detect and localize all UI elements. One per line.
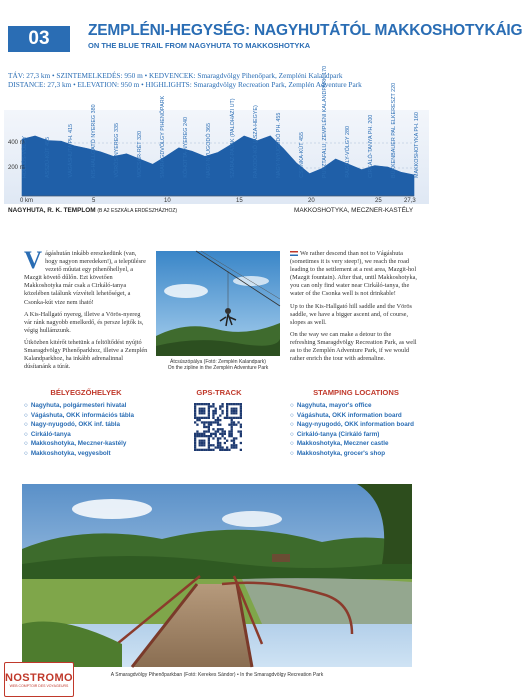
stats-hu: TÁV: 27,3 km • SZINTEMELKEDÉS: 950 m • KEDVENCEK: Smaragdvölgy Pihenőpark, Zempléni Kalandpark xyxy=(8,71,343,80)
x-label: 0 km xyxy=(20,198,34,204)
profile-place-label: PUSZTAFALU, ZEMPLÉNI KALANDPARK 170 xyxy=(321,65,328,178)
list-item: ○ Nagyhuta, polgármesteri hivatal xyxy=(24,401,154,411)
stamps-en-heading: STAMPING LOCATIONS xyxy=(313,388,399,397)
list-item: ○ Makkoshotyka, Meczner-kastély xyxy=(24,439,154,449)
zipline-photo xyxy=(156,251,280,356)
page-subtitle: ON THE BLUE TRAIL FROM NAGYHUTA TO MAKKOSHOTYKA xyxy=(88,41,311,50)
profile-place-label: VÁGÁSHUTA PH. 415 xyxy=(68,124,75,178)
qr-code-icon xyxy=(194,403,242,451)
x-label: 5 xyxy=(92,198,96,204)
profile-place-label: SMARAGDVÖLGY PIHENŐPARK xyxy=(160,95,167,178)
profile-place-label: RAGÁLY-VÖLGY 280 xyxy=(344,126,351,178)
y-label-400: 400 m xyxy=(8,140,25,146)
x-label: 25 xyxy=(375,198,382,204)
profile-place-label: RAKODÓ-KŐ (ÁSZA-HEGYE) xyxy=(252,105,259,178)
x-label: 10 xyxy=(164,198,171,204)
list-item: ○ Vágáshuta, OKK information board xyxy=(290,411,426,421)
profile-place-label: KŐHOTTA-NYEREG 240 xyxy=(183,117,190,178)
nostromo-logo: NOSTROMO WEB COMPTOIR DES VOYAGEURS xyxy=(4,662,74,697)
stamps-hu-list xyxy=(24,401,154,458)
elevation-area xyxy=(22,136,414,196)
end-point: MAKKOSHOTYKA, MECZNER-KASTÉLY xyxy=(294,207,414,214)
profile-place-label: BÜKKENBAUER PAL ELKERESZT 220 xyxy=(390,82,397,178)
uk-flag-icon xyxy=(290,251,298,256)
stats-en: DISTANCE: 27,3 km • ELEVATION: 950 m • HIGHLIGHTS: Smaragdvölgy Recreation Park, Zemplén Adventure Park xyxy=(8,80,362,89)
page-title: ZEMPLÉNI-HEGYSÉG: NAGYHUTÁTÓL MAKKOSHOTYKÁIG xyxy=(88,22,522,39)
list-item: ○ Makkoshotyka, Meczner castle xyxy=(290,439,426,449)
recreation-park-photo xyxy=(22,484,412,667)
profile-place-label: NAGY-NYUGODÓ 365 xyxy=(206,123,213,178)
zipline-caption: Átcsúszópálya (Fotó: Zemplén Kalandpark) On the zipline in the Zemplén Adventure Park xyxy=(167,359,269,372)
list-item: ○ Nagy-nyugodó, OKK information board xyxy=(290,420,426,430)
profile-place-label: VÖRÖS-NYEREG 335 xyxy=(114,123,121,178)
list-item: ○ Cirkáló-tanya (Cirkáló farm) xyxy=(290,430,426,440)
y-label-200: 200 m xyxy=(8,165,25,171)
list-item: ○ Makkoshotyka, vegyesbolt xyxy=(24,449,154,459)
profile-place-label: MAKKOSHOTYKA PH. 160 xyxy=(414,112,420,178)
list-item: ○ Nagy-nyugodó, OKK inf. tábla xyxy=(24,420,154,430)
x-label: 20 xyxy=(308,198,315,204)
profile-place-label: CIRKÁLÓ-TANYA PH. 200 xyxy=(367,114,374,178)
list-item: ○ Makkoshotyka, grocer's shop xyxy=(290,449,426,459)
list-item: ○ Nagyhuta, mayor's office xyxy=(290,401,426,411)
route-number-badge: 03 xyxy=(8,26,70,52)
list-item: ○ Vágáshuta, OKK információs tábla xyxy=(24,411,154,421)
intro-hu: Vágáshután inkább ereszkedünk (van, hogy nagyon meredeken!), a településre vezető műutat egy pihenőhellyel, a Mazgit követő dűlőn. Ezt követően Makkoshotyka már csak a Cirkáló-tanya közelében találunk vízvételi lehetőséget, a Csonka-kút vize nem iható! A Kis-Hallgató nyereg, illetve a Vörös-nyereg vár ránk nagyobb emelkedő, és persze lejtők is, végig hullámzunk. Útközben kitérőt tehetünk a feltöltődést nyújtó Smaragdvölgy Pihenőparkhoz, illetve a Zemplén Kalandparkhoz, ha inkább adrenalinnal dúsítanánk a túrát. xyxy=(24,247,148,371)
profile-place-label: ASSZÚ-KÚT 455 xyxy=(45,137,52,178)
bottom-photo-caption: A Smaragdvölgy Pihenőparkban (Fotó: Kerekes Sándor) • In the Smaragdvölgy Recreation Park xyxy=(110,672,324,678)
profile-place-label: MOCSÁR-RÉT 320 xyxy=(137,131,144,178)
x-label: 27,3 xyxy=(404,198,416,204)
profile-place-label: SZÁRAZ-PATAK (PALOHÁZI UT) xyxy=(229,98,236,178)
stamps-hu-heading: BÉLYEGZŐHELYEK xyxy=(50,388,122,397)
list-item: ○ Cirkáló-tanya xyxy=(24,430,154,440)
profile-place-label: HOLLÓS-VÖLGY xyxy=(22,135,28,178)
gps-heading: GPS-TRACK xyxy=(196,388,242,397)
gps-qr-code[interactable] xyxy=(194,403,242,451)
x-label: 15 xyxy=(236,198,243,204)
stamps-en-list xyxy=(290,401,426,458)
profile-place-label: KIS-HALLGATÓ NYEREG 380 xyxy=(91,104,98,178)
profile-place-label: CSONKA-KÚT 455 xyxy=(298,132,305,178)
start-point: NAGYHUTA, R. K. TEMPLOM (B A2 ESZKÁLA ERDÉSZHÁZHOZ) xyxy=(8,207,178,214)
intro-en: We rather descend than not to Vágáshuta (sometimes it is very steep!), we reach the road leading to the settlement at a rest area, Mazgit-hol (Mazgit fountain). After that, until Makkoshotyka, you can only find water near Cirkáló-tanya, the water of the Csonka well is not drinkable! Up to the Kis-Hallgató hill saddle and the Vörös saddle, we have a bigger ascent and, of course, slopes as well. On the way we can make a detour to the refreshing Smaragdvölgy Recreation Park, as well as to the Zemplén Adventure Park, if we would rather enrich the tour with adrenaline. xyxy=(290,250,417,363)
profile-place-label: NAGY-NYUGODÓ PH. 455 xyxy=(275,112,282,178)
